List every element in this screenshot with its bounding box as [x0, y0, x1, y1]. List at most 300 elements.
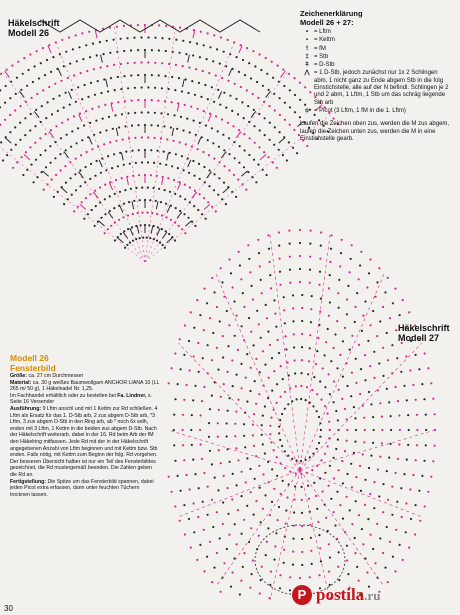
stitch-dot	[369, 365, 371, 367]
stitch-line	[109, 183, 112, 190]
stitch-dot	[184, 198, 186, 200]
stitch-dot	[221, 281, 223, 283]
stitch-dot	[309, 282, 311, 284]
stitch-dot	[35, 159, 37, 161]
stitch-dot	[28, 69, 30, 71]
stitch-dot	[130, 188, 132, 190]
stitch-dot	[100, 172, 102, 174]
legend-row	[300, 54, 450, 61]
stitch-dot	[147, 187, 149, 189]
stitch-dot	[294, 359, 296, 361]
stitch-dot	[25, 151, 27, 153]
stitch-dot	[278, 81, 280, 83]
stitch-dot	[260, 279, 262, 281]
stitch-dot	[406, 459, 408, 461]
stitch-dot	[313, 482, 315, 484]
stitch-line	[123, 232, 128, 238]
diagram-label-modell-27: Häkelschrift Modell 27	[398, 323, 450, 343]
stitch-line	[48, 46, 51, 53]
stitch-dot	[432, 460, 434, 462]
stitch-dot	[222, 523, 224, 525]
stitch-dot	[395, 529, 397, 531]
stitch-dot	[345, 496, 347, 498]
stitch-dot	[354, 306, 356, 308]
stitch-dot	[126, 37, 128, 39]
stitch-dot	[228, 258, 230, 260]
stitch-dot	[40, 154, 42, 156]
stitch-dot	[370, 403, 372, 405]
stitch-dot	[403, 473, 405, 475]
stitch-dot	[196, 299, 198, 301]
stitch-dot	[190, 547, 192, 549]
stitch-dot	[239, 593, 241, 595]
stitch-dot	[140, 36, 142, 38]
stitch-dot	[373, 377, 375, 379]
stitch-dot	[320, 298, 322, 300]
stitch-dot	[237, 349, 239, 351]
stitch-dot	[214, 173, 216, 175]
stitch-dot	[425, 429, 427, 431]
stitch-dot	[113, 39, 115, 41]
stitch-dot	[235, 447, 237, 449]
stitch-dot	[282, 69, 284, 71]
legend-symbol: †	[305, 45, 309, 52]
stitch-dot	[397, 458, 399, 460]
stitch-dot	[138, 174, 140, 176]
stitch-dot	[253, 514, 255, 516]
stitch-dot	[387, 499, 389, 501]
stitch-dot	[80, 72, 82, 74]
stitch-dot	[182, 444, 184, 446]
stitch-dot	[221, 198, 223, 200]
stitch-line	[79, 114, 82, 121]
stitch-dot	[284, 391, 286, 393]
stitch-dot	[308, 498, 310, 500]
stitch-dot	[249, 587, 251, 589]
stitch-dot	[399, 544, 401, 546]
stitch-dot	[318, 416, 320, 418]
stitch-dot	[84, 84, 86, 86]
stitch-dot	[262, 350, 264, 352]
stitch-dot	[79, 169, 81, 171]
stitch-dot	[194, 94, 196, 96]
stitch-dot	[44, 74, 46, 76]
stitch-dot	[154, 112, 156, 114]
stitch-dot	[423, 460, 425, 462]
stitch-dot	[258, 465, 260, 467]
stitch-dot	[336, 320, 338, 322]
stitch-line	[43, 171, 49, 176]
stitch-dot	[285, 523, 287, 525]
stitch-dot	[104, 232, 106, 234]
stitch-dot	[151, 99, 153, 101]
stitch-dot	[258, 146, 260, 148]
stitch-dot	[87, 213, 89, 215]
stitch-dot	[356, 566, 358, 568]
stitch-dot	[115, 179, 117, 181]
stitch-dot	[333, 380, 335, 382]
finishing-paragraph: Fertigstellung: Die Spitze um das Fensterbild spannen, dabei jeden Picot extra erfassen, dann unter feuchten Tüchern trocknen lassen.	[10, 478, 154, 498]
stitch-dot	[193, 205, 195, 207]
stitch-dot	[223, 92, 225, 94]
stitch-dot	[174, 193, 176, 195]
stitch-dot	[236, 315, 238, 317]
stitch-dot	[340, 252, 342, 254]
stitch-dot	[171, 76, 173, 78]
stitch-dot	[227, 513, 229, 515]
stitch-dot	[300, 398, 302, 400]
stitch-dot	[262, 443, 264, 445]
stitch-dot	[176, 128, 178, 130]
stitch-dot	[243, 552, 245, 554]
stitch-dot	[174, 505, 176, 507]
stitch-dot	[226, 310, 228, 312]
stitch-dot	[123, 75, 125, 77]
stitch-dot	[138, 149, 140, 151]
stitch-dot	[329, 274, 331, 276]
stitch-dot	[207, 201, 209, 203]
stitch-dot	[234, 157, 236, 159]
stitch-dot	[330, 360, 332, 362]
stitch-dot	[103, 143, 105, 145]
stitch-dot	[327, 413, 329, 415]
stitch-dot	[170, 126, 172, 128]
stitch-line	[167, 205, 170, 212]
stitch-dot	[236, 56, 238, 58]
stitch-dot	[120, 233, 122, 235]
stitch-dot	[211, 86, 213, 88]
stitch-dot	[53, 196, 55, 198]
stitch-dot	[333, 347, 335, 349]
stitch-dot	[347, 573, 349, 575]
stitch-dot	[221, 77, 223, 79]
stitch-dot	[358, 344, 360, 346]
stitch-dot	[338, 551, 340, 553]
stitch-dot	[70, 146, 72, 148]
stitch-dot	[156, 213, 158, 215]
stitch-dot	[222, 134, 224, 136]
stitch-dot	[355, 358, 357, 360]
stitch-line	[207, 172, 212, 179]
stitch-dot	[141, 161, 143, 163]
stitch-dot	[209, 317, 211, 319]
stitch-dot	[169, 191, 171, 193]
stitch-dot	[258, 535, 260, 537]
stitch-dot	[114, 193, 116, 195]
stitch-dot	[336, 367, 338, 369]
stitch-dot	[88, 31, 90, 33]
stitch-dot	[279, 114, 281, 116]
stitch-dot	[425, 414, 427, 416]
stitch-dot	[384, 291, 386, 293]
stitch-dot	[267, 527, 269, 529]
stitch-dot	[151, 49, 153, 51]
stitch-dot	[299, 268, 301, 270]
stitch-dot	[73, 210, 75, 212]
stitch-line	[106, 79, 108, 87]
stitch-dot	[208, 185, 210, 187]
stitch-dot	[207, 514, 209, 516]
stitch-dot	[270, 571, 272, 573]
stitch-dot	[65, 182, 67, 184]
stitch-dot	[289, 243, 291, 245]
stitch-dot	[278, 352, 280, 354]
stitch-dot	[285, 509, 287, 511]
stitch-dot	[248, 154, 250, 156]
stitch-dot	[309, 347, 311, 349]
stitch-dot	[194, 225, 196, 227]
stitch-dot	[51, 113, 53, 115]
stitch-dot	[279, 439, 281, 441]
stitch-dot	[217, 194, 219, 196]
stitch-dot	[199, 544, 201, 546]
stitch-dot	[215, 74, 217, 76]
stitch-line	[251, 111, 256, 117]
stitch-dot	[29, 146, 31, 148]
stitch-dot	[246, 457, 248, 459]
stitch-dot	[250, 491, 252, 493]
stitch-dot	[55, 174, 57, 176]
stitch-dot	[370, 324, 372, 326]
stitch-dot	[203, 110, 205, 112]
stitch-dot	[292, 294, 294, 296]
stitch-dot	[33, 181, 35, 183]
stitch-dot	[92, 43, 94, 45]
stitch-dot	[161, 87, 163, 89]
stitch-dot	[203, 44, 205, 46]
stitch-dot	[60, 169, 62, 171]
stitch-dot	[333, 477, 335, 479]
stitch-dot	[307, 485, 309, 487]
stitch-dot	[427, 367, 429, 369]
stitch-dot	[354, 552, 356, 554]
stitch-dot	[309, 524, 311, 526]
stitch-line	[188, 55, 190, 63]
stitch-dot	[185, 78, 187, 80]
stitch-dot	[338, 307, 340, 309]
legend-row	[300, 108, 450, 115]
stitch-dot	[125, 151, 127, 153]
stitch-dot	[131, 100, 133, 102]
stitch-dot	[163, 125, 165, 127]
stitch-dot	[289, 256, 291, 258]
legend-text: = Stb	[314, 53, 329, 60]
stitch-dot	[168, 88, 170, 90]
stitch-dot	[271, 501, 273, 503]
stitch-dot	[189, 369, 191, 371]
stitch-dot	[264, 494, 266, 496]
stitch-dot	[421, 475, 423, 477]
stitch-dot	[14, 109, 16, 111]
stitch-dot	[270, 417, 272, 419]
stitch-dot	[367, 518, 369, 520]
stitch-dot	[402, 299, 404, 301]
stitch-dot	[206, 556, 208, 558]
stitch-dot	[19, 139, 21, 141]
legend-row	[300, 62, 450, 69]
stitch-dot	[248, 541, 250, 543]
stitch-dot	[186, 474, 188, 476]
stitch-dot	[328, 315, 330, 317]
stitch-dot	[228, 153, 230, 155]
stitch-dot	[194, 190, 196, 192]
stitch-dot	[183, 399, 185, 401]
stitch-dot	[434, 445, 436, 447]
legend-text: = Kettm	[314, 37, 335, 44]
stitch-dot	[289, 576, 291, 578]
stitch-dot	[104, 213, 106, 215]
stitch-dot	[379, 537, 381, 539]
stitch-dot	[269, 139, 271, 141]
stitch-dot	[263, 151, 265, 153]
stitch-dot	[280, 493, 282, 495]
stitch-dot	[251, 573, 253, 575]
stitch-dot	[175, 64, 177, 66]
stitch-dot	[286, 496, 288, 498]
stitch-dot	[154, 62, 156, 64]
stitch-dot	[361, 528, 363, 530]
stitch-dot	[313, 376, 315, 378]
stitch-dot	[415, 354, 417, 356]
spoke-line	[300, 470, 422, 517]
stitch-dot	[248, 62, 250, 64]
stitch-dot	[63, 107, 65, 109]
stitch-dot	[34, 65, 36, 67]
stitch-dot	[81, 139, 83, 141]
stitch-dot	[223, 182, 225, 184]
stitch-dot	[98, 106, 100, 108]
stitch-dot	[309, 243, 311, 245]
stitch-dot	[316, 448, 318, 450]
stitch-dot	[64, 165, 66, 167]
stitch-line	[132, 201, 134, 209]
stitch-dot	[137, 24, 139, 26]
stitch-dot	[228, 534, 230, 536]
stitch-dot	[183, 213, 185, 215]
stitch-dot	[289, 471, 291, 473]
stitch-dot	[203, 329, 205, 331]
stitch-line	[188, 160, 191, 167]
stitch-dot	[212, 526, 214, 528]
stitch-dot	[79, 113, 81, 115]
stitch-dot	[60, 137, 62, 139]
stitch-line	[208, 114, 211, 121]
stitch-dot	[52, 98, 54, 100]
spoke-line	[145, 70, 289, 262]
stitch-dot	[301, 333, 303, 335]
stitch-dot	[260, 337, 262, 339]
stitch-dot	[256, 81, 258, 83]
stitch-dot	[229, 397, 231, 399]
stitch-dot	[97, 80, 99, 82]
stitch-dot	[158, 188, 160, 190]
stitch-dot	[377, 469, 379, 471]
stitch-dot	[278, 426, 280, 428]
stitch-dot	[192, 160, 194, 162]
stitch-dot	[178, 225, 180, 227]
stitch-dot	[179, 210, 181, 212]
stitch-dot	[0, 73, 2, 75]
stitch-dot	[185, 53, 187, 55]
stitch-dot	[99, 41, 101, 43]
stitch-dot	[346, 313, 348, 315]
stitch-dot	[0, 141, 2, 143]
postila-wordmark: postila	[316, 585, 365, 604]
legend-row	[300, 37, 450, 44]
stitch-dot	[107, 155, 109, 157]
stitch-dot	[319, 436, 321, 438]
stitch-dot	[329, 465, 331, 467]
stitch-dot	[207, 486, 209, 488]
stitch-dot	[181, 155, 183, 157]
stitch-dot	[5, 85, 7, 87]
stitch-dot	[215, 115, 217, 117]
stitch-dot	[390, 429, 392, 431]
stitch-dot	[182, 429, 184, 431]
stitch-dot	[159, 163, 161, 165]
stitch-dot	[409, 369, 411, 371]
stitch-dot	[370, 455, 372, 457]
stitch-dot	[174, 460, 176, 462]
stitch-dot	[211, 463, 213, 465]
stitch-dot	[342, 518, 344, 520]
stitch-dot	[412, 384, 414, 386]
stitch-dot	[359, 393, 361, 395]
stitch-dot	[260, 579, 262, 581]
stitch-dot	[301, 359, 303, 361]
stitch-dot	[34, 125, 36, 127]
stitch-dot	[163, 151, 165, 153]
stitch-dot	[223, 475, 225, 477]
stitch-dot	[186, 118, 188, 120]
stitch-dot	[230, 586, 232, 588]
stitch-dot	[279, 574, 281, 576]
stitch-dot	[244, 149, 246, 151]
stitch-dot	[342, 376, 344, 378]
stitch-dot	[114, 114, 116, 116]
stitch-dot	[308, 360, 310, 362]
stitch-dot	[397, 400, 399, 402]
stitch-dot	[31, 97, 33, 99]
stitch-dot	[36, 93, 38, 95]
stitch-line	[20, 91, 25, 98]
stitch-dot	[175, 153, 177, 155]
stitch-dot	[91, 148, 93, 150]
stitch-dot	[261, 292, 263, 294]
stitch-dot	[294, 498, 296, 500]
stitch-dot	[193, 175, 195, 177]
stitch-dot	[203, 288, 205, 290]
stitch-dot	[301, 525, 303, 527]
stitch-dot	[242, 59, 244, 61]
stitch-dot	[180, 116, 182, 118]
stitch-dot	[278, 506, 280, 508]
stitch-dot	[311, 389, 313, 391]
stitch-dot	[273, 299, 275, 301]
stitch-dot	[252, 434, 254, 436]
stitch-dot	[423, 398, 425, 400]
stitch-dot	[325, 517, 327, 519]
stitch-dot	[301, 346, 303, 348]
stitch-dot	[147, 86, 149, 88]
stitch-dot	[252, 50, 254, 52]
stitch-dot	[156, 150, 158, 152]
stitch-dot	[368, 467, 370, 469]
stitch-dot	[379, 456, 381, 458]
stitch-dot	[219, 537, 221, 539]
stitch-dot	[279, 97, 281, 99]
stitch-dot	[113, 207, 115, 209]
